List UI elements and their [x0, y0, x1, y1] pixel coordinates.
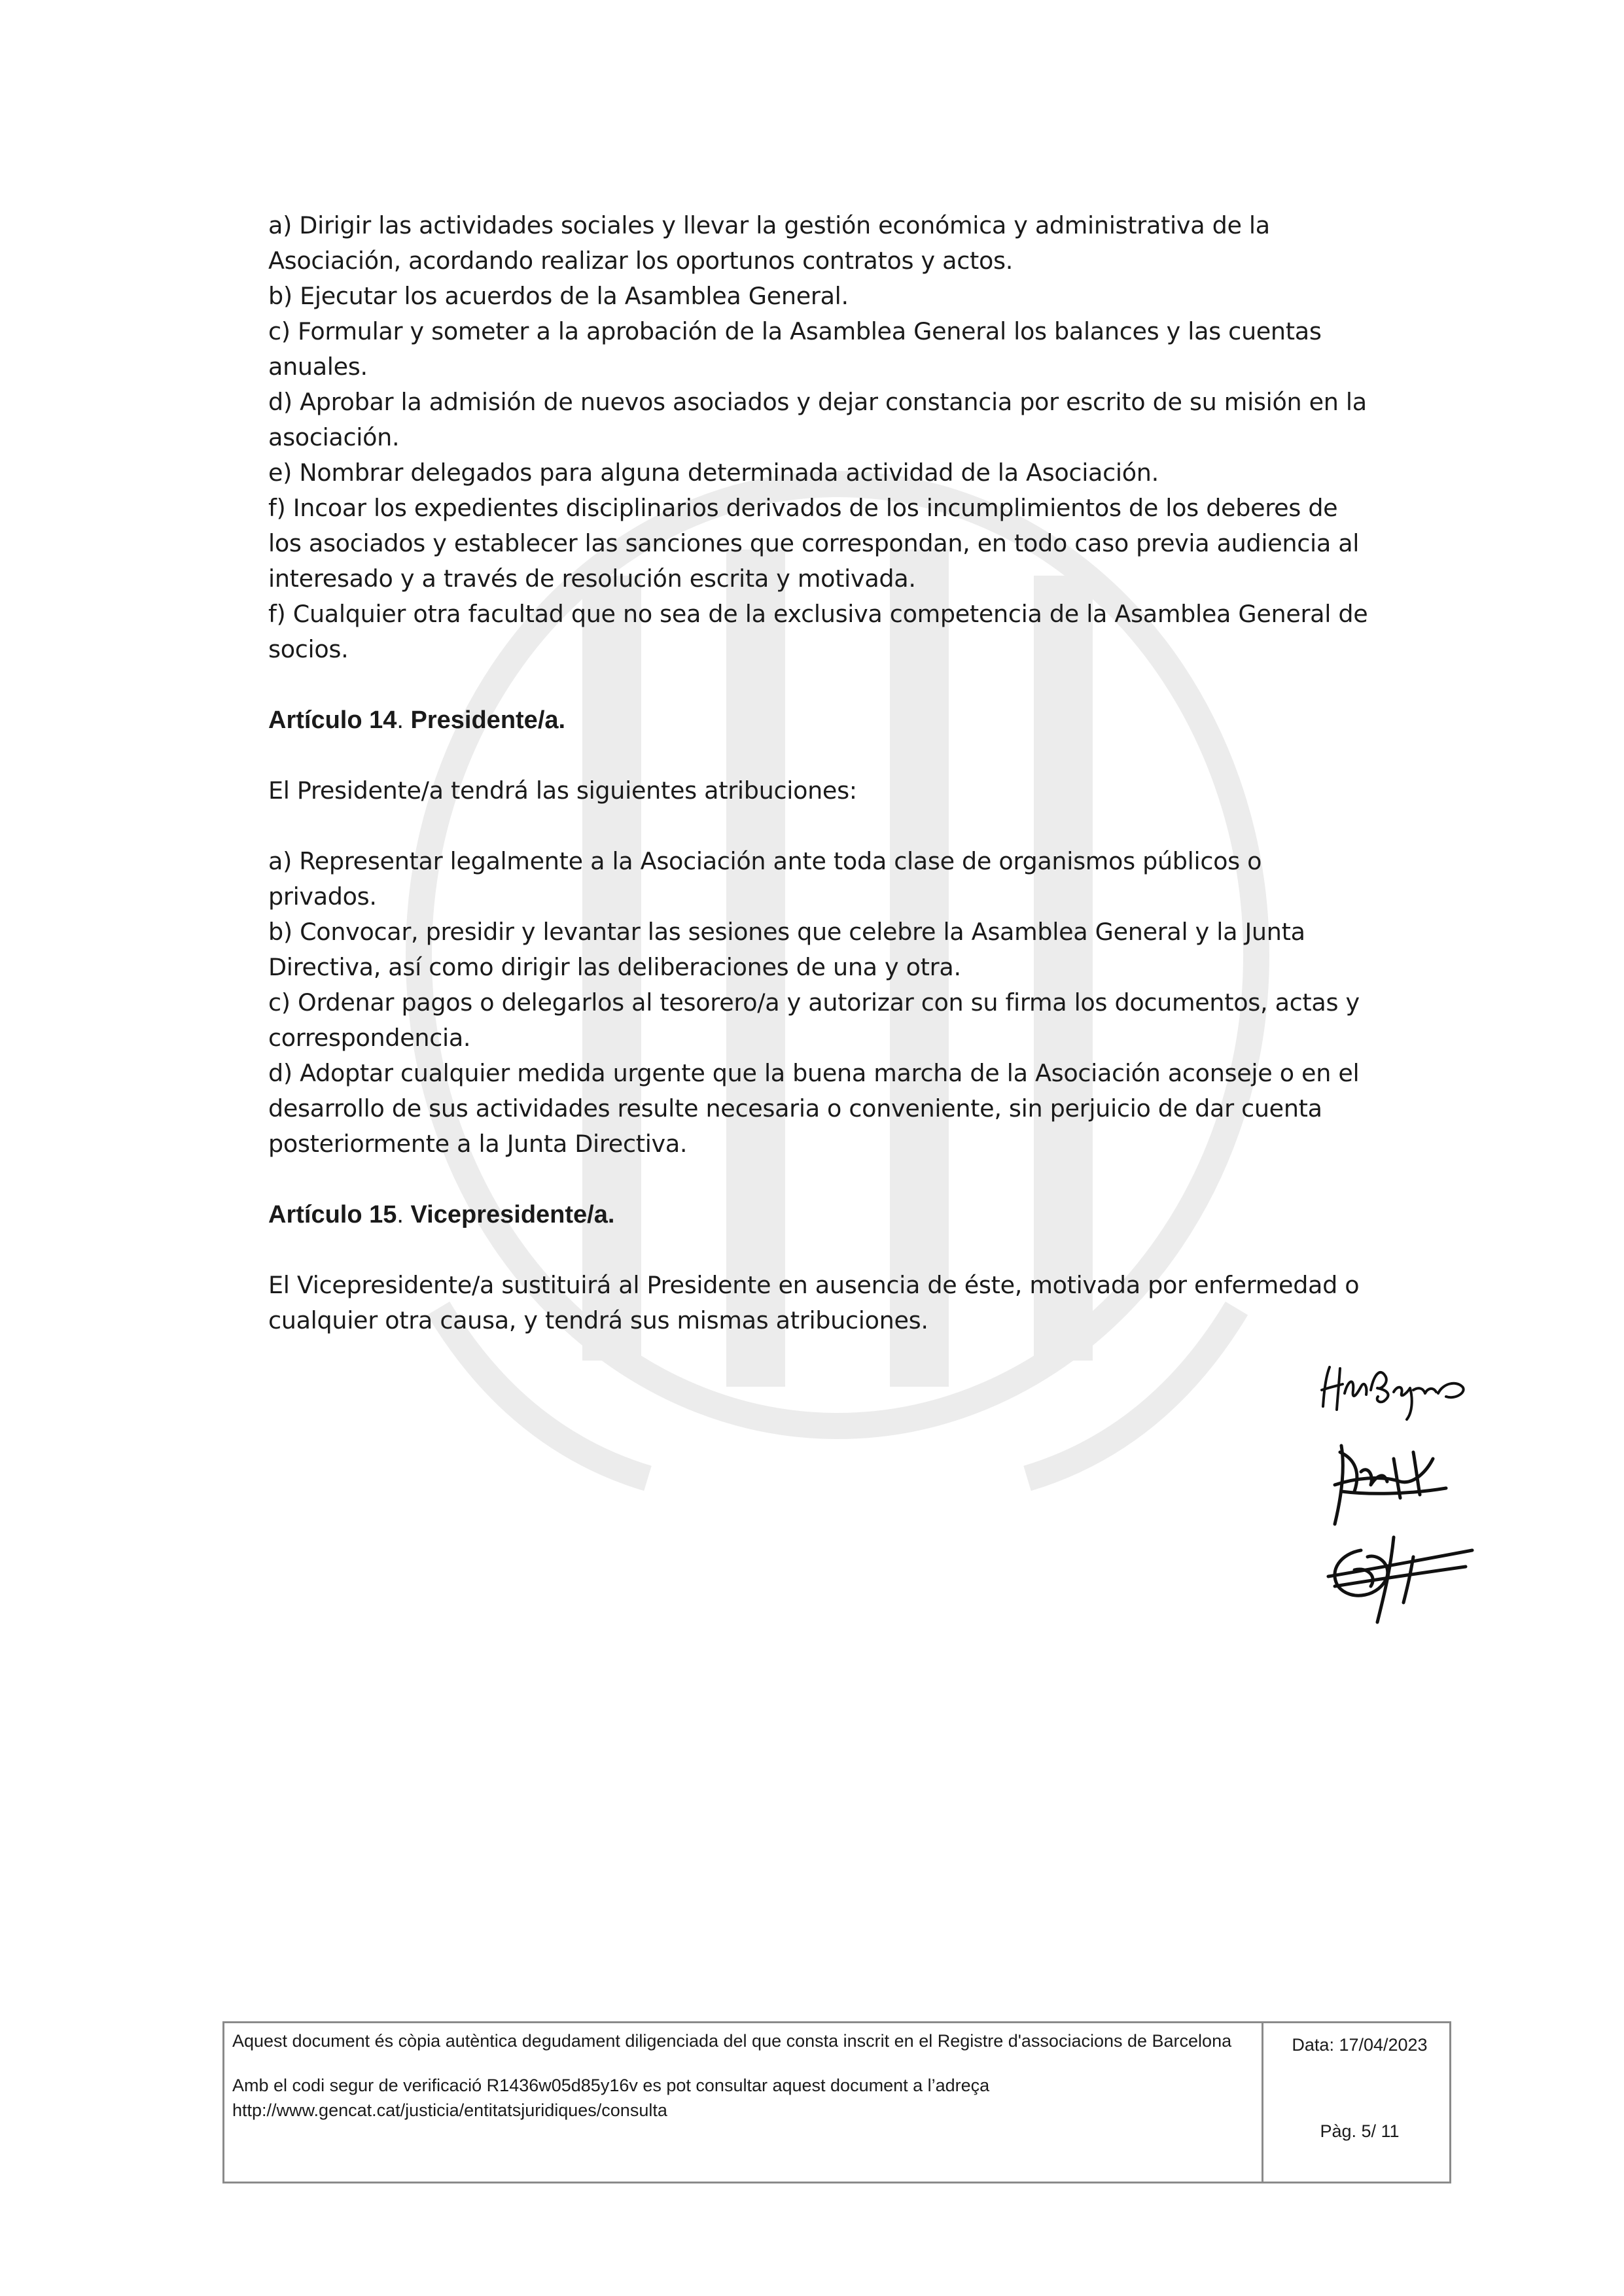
- article-15-title: Vicepresidente/a.: [410, 1201, 615, 1228]
- footer-date: Data: 17/04/2023: [1292, 2035, 1428, 2055]
- list-item: a) Dirigir las actividades sociales y llevar la gestión económica y administrativa de la Asociación, acordando realizar los oportunos contratos y actos.: [268, 211, 1270, 275]
- footer-page-number: Pàg. 5/ 11: [1320, 2121, 1400, 2141]
- article-14-label: Artículo 14: [268, 706, 397, 734]
- footer-divider: [1262, 2023, 1263, 2182]
- list-item: d) Adoptar cualquier medida urgente que la buena marcha de la Asociación aconseje o en el desarrollo de sus actividades resulte necesaria o conveniente, sin perjuicio de dar cuenta posteriormente a la Junta Directiva.: [268, 1059, 1360, 1158]
- list-item: c) Formular y someter a la aprobación de la Asamblea General los balances y las cuentas anuales.: [268, 317, 1322, 381]
- footer-notice: [232, 2028, 1253, 2123]
- signatures: [1315, 1361, 1485, 1635]
- verification-footer: [222, 2021, 1451, 2183]
- footer-verification-text: Amb el codi segur de verificació R1436w05d85y16v es pot consultar aquest document a l’adreça http://www.gencat.cat/justicia/entitatsjuridiques/consulta: [232, 2076, 990, 2120]
- article-14-dot: .: [397, 706, 404, 734]
- list-item: e) Nombrar delegados para alguna determinada actividad de la Asociación.: [268, 459, 1159, 487]
- article-15-heading: [268, 1197, 1374, 1232]
- list-item: b) Ejecutar los acuerdos de la Asamblea General.: [268, 282, 849, 310]
- signature-1: [1322, 1367, 1464, 1419]
- document-body: [268, 208, 1374, 1338]
- signature-2: [1335, 1446, 1446, 1524]
- article-14-title: Presidente/a.: [410, 706, 566, 734]
- article-15-dot: .: [397, 1201, 404, 1228]
- footer-registry-text: Aquest document és còpia autèntica degudament diligenciada del que consta inscrit en el Registre d'associacions de Barcelona: [232, 2031, 1232, 2051]
- list-item: f) Incoar los expedientes disciplinarios derivados de los incumplimientos de los deberes de los asociados y establecer las sanciones que correspondan, en todo caso previa audiencia al interesado y a través de resolución escrita y motivada.: [268, 494, 1360, 593]
- list-item: a) Representar legalmente a la Asociación ante toda clase de organismos públicos o privados.: [268, 847, 1262, 911]
- article-14-intro: El Presidente/a tendrá las siguientes atribuciones:: [268, 776, 857, 805]
- article-15-text: El Vicepresidente/a sustituirá al Presidente en ausencia de éste, motivada por enfermedad o cualquier otra causa, y tendrá sus mismas atribuciones.: [268, 1271, 1360, 1334]
- signature-3: [1328, 1537, 1472, 1622]
- list-item: d) Aprobar la admisión de nuevos asociados y dejar constancia por escrito de su misión en la asociación.: [268, 388, 1367, 451]
- list-item: f) Cualquier otra facultad que no sea de la exclusiva competencia de la Asamblea General de socios.: [268, 600, 1368, 663]
- list-item: b) Convocar, presidir y levantar las sesiones que celebre la Asamblea General y la Junta Directiva, así como dirigir las deliberaciones de una y otra.: [268, 918, 1305, 981]
- article-15-label: Artículo 15: [268, 1201, 397, 1228]
- article-14-heading: [268, 703, 1374, 738]
- list-item: c) Ordenar pagos o delegarlos al tesorero/a y autorizar con su firma los documentos, actas y correspondencia.: [268, 988, 1360, 1052]
